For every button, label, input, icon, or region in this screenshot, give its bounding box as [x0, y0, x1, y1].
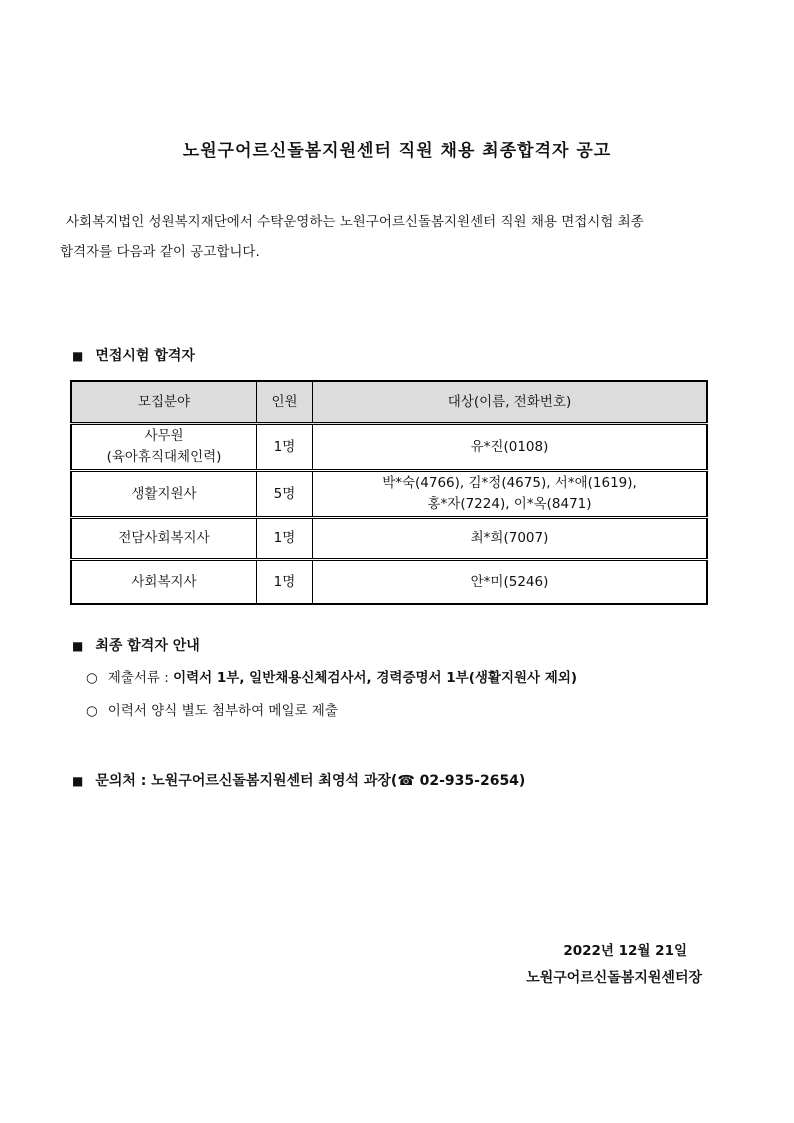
cell-field-line: (육아휴직대체인력): [106, 449, 222, 465]
documents-label: 제출서류 :: [107, 670, 174, 686]
section-interview-title: 면접시험 합격자: [95, 348, 195, 364]
cell-count: 5명: [257, 471, 313, 518]
section-interview-heading: [72, 345, 195, 365]
page-title: 노원구어르신돌봄지원센터 직원 채용 최종합격자 공고: [182, 141, 612, 161]
cell-count: 1명: [257, 518, 313, 560]
table-row: [71, 560, 707, 605]
guide-item-resume: [86, 699, 338, 719]
cell-count: 1명: [257, 424, 313, 471]
cell-target: 안*미(5246): [313, 560, 708, 605]
documents-value: 이력서 1부, 일반채용신체검사서, 경력증명서 1부(생활지원사 제외): [173, 670, 578, 686]
square-bullet-icon: ■: [72, 349, 84, 363]
table-row: [71, 424, 707, 471]
contact-text: 문의처 : 노원구어르신돌봄지원센터 최영석 과장(☎ 02-935-2654): [95, 773, 526, 789]
cell-target-line: 박*숙(4766), 김*정(4675), 서*애(1619),: [382, 475, 637, 492]
cell-target-line: 홍*자(7224), 이*옥(8471): [427, 496, 592, 512]
circle-bullet-icon: ○: [86, 670, 98, 686]
cell-field: 사회복지사: [71, 560, 257, 605]
table-row: [71, 471, 707, 518]
signer: 노원구어르신돌봄지원센터장: [526, 970, 702, 986]
cell-field: 전담사회복지사: [71, 518, 257, 560]
square-bullet-icon: ■: [72, 639, 84, 653]
table-row: [71, 518, 707, 560]
results-table: [70, 380, 708, 605]
section-guide-heading: [72, 635, 200, 655]
cell-count: 1명: [257, 560, 313, 605]
contact-line: [72, 770, 525, 790]
intro-line-2: 합격자를 다음과 같이 공고합니다.: [60, 244, 260, 260]
section-guide-title: 최종 합격자 안내: [95, 638, 200, 654]
cell-target: 최*희(7007): [313, 518, 708, 560]
cell-field: 생활지원사: [71, 471, 257, 518]
cell-field-line: 사무원: [144, 428, 184, 445]
circle-bullet-icon: ○: [86, 703, 98, 719]
header-field: 모집분야: [71, 381, 257, 424]
cell-field: [71, 424, 257, 471]
cell-target: [313, 471, 708, 518]
header-count: 인원: [257, 381, 313, 424]
header-target: 대상(이름, 전화번호): [313, 381, 708, 424]
cell-target: 유*진(0108): [313, 424, 708, 471]
resume-note: 이력서 양식 별도 첨부하여 메일로 제출: [107, 703, 338, 719]
guide-item-documents: [86, 666, 577, 686]
announcement-date: 2022년 12월 21일: [563, 943, 687, 959]
square-bullet-icon: ■: [72, 774, 84, 788]
intro-line-1: 사회복지법인 성원복지재단에서 수탁운영하는 노원구어르신돌봄지원센터 직원 채용 면접시험 최종: [66, 214, 644, 230]
